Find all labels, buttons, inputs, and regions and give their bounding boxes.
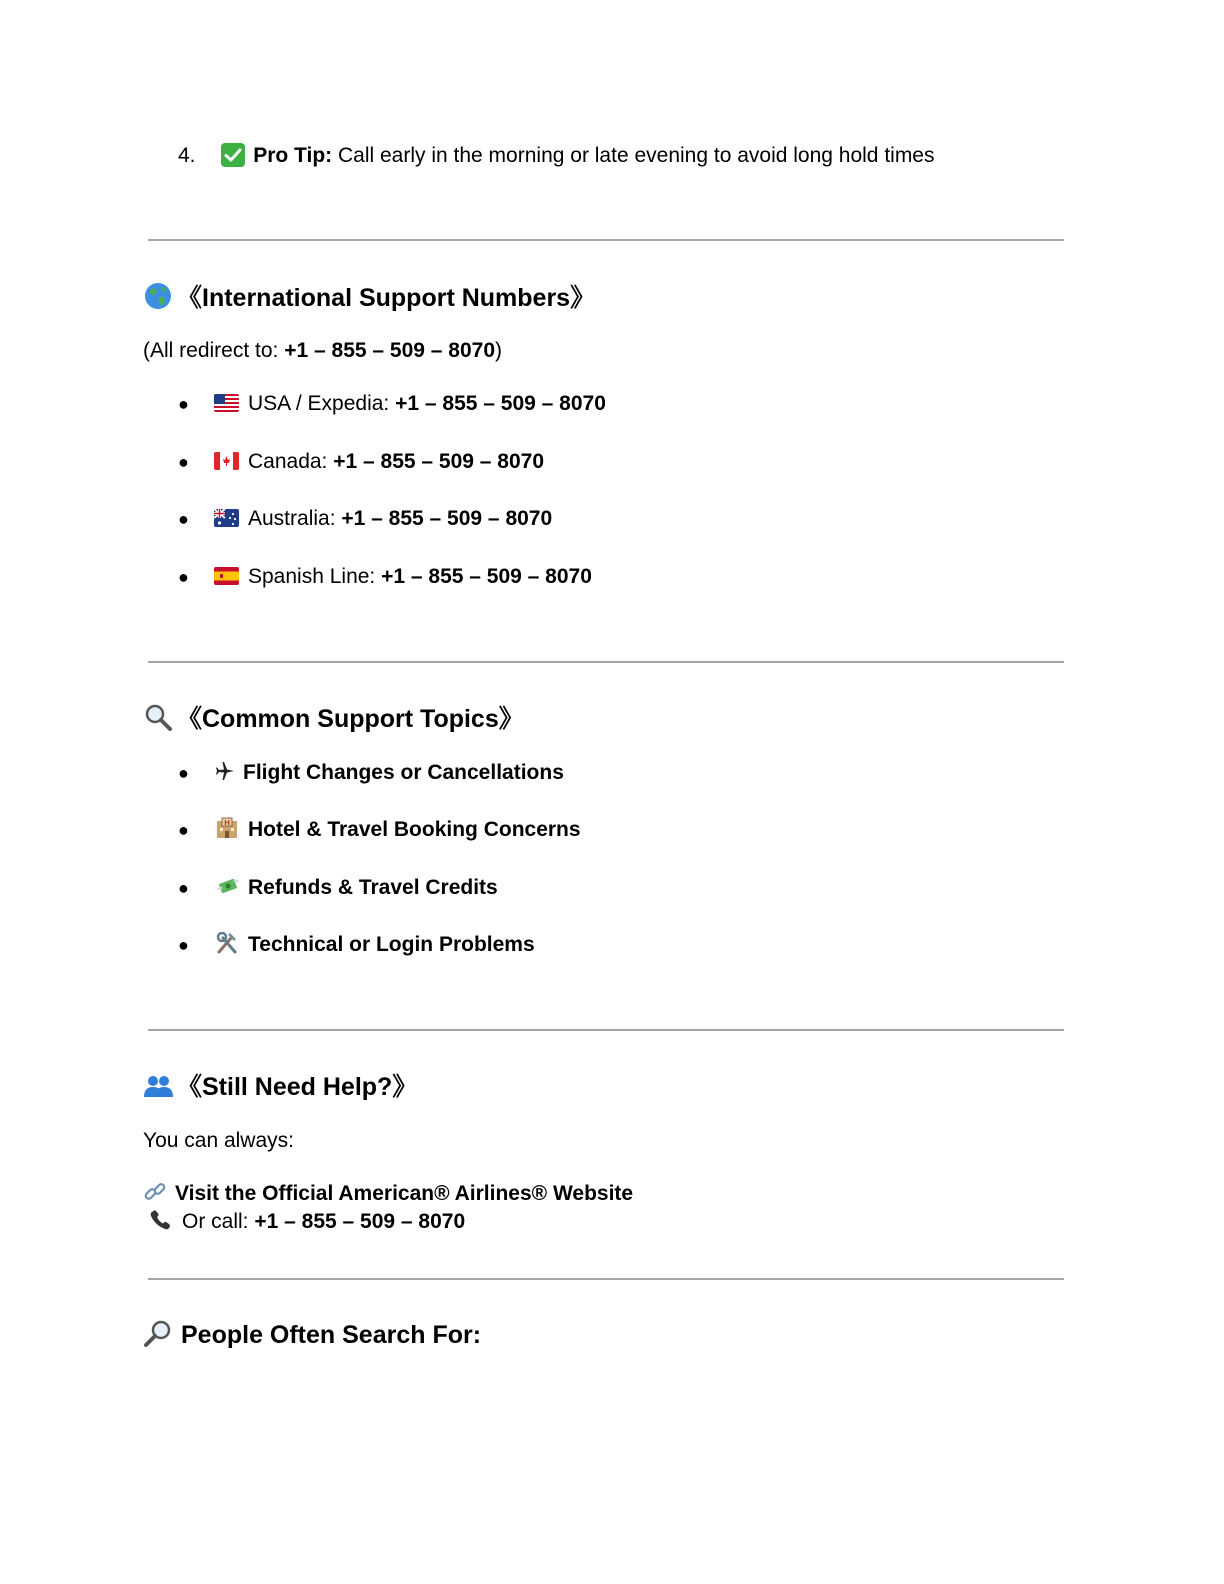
redirect-number: +1 – 855 – 509 – 8070 [284,339,495,362]
official-website-link-text[interactable]: Visit the Official American® Airlines® Website [175,1182,634,1205]
bullet-marker: ● [178,935,189,955]
search-heading [143,1318,481,1350]
topics-heading-text: 《Common Support Topics》 [177,705,524,733]
bullet-marker: ● [178,509,189,529]
call-line [148,1209,465,1235]
check-mark-icon [221,143,245,167]
list-item [214,564,592,590]
tools-icon [214,932,240,954]
pro-tip-label: Pro Tip: [253,144,333,167]
list-item-label: Spanish Line: [248,565,382,588]
topic-label: Hotel & Travel Booking Concerns [248,818,581,841]
call-prefix: Or call: [182,1210,255,1233]
list-item [214,391,606,417]
telephone-icon [148,1209,174,1231]
airplane-icon [214,760,236,782]
divider [148,661,1064,663]
spain-flag-icon [214,567,239,585]
list-item [214,932,535,958]
topic-label: Flight Changes or Cancellations [243,761,564,784]
phone-number: +1 – 855 – 509 – 8070 [341,507,553,530]
bullet-marker: ● [178,567,189,587]
magnifier-right-icon [143,1318,173,1348]
divider [148,239,1064,241]
help-heading-text: 《Still Need Help?》 [177,1073,418,1101]
bullet-marker: ● [178,452,189,472]
call-number: +1 – 855 – 509 – 8070 [254,1210,466,1233]
bullet-marker: ● [178,394,189,414]
topics-heading [143,702,524,734]
help-intro: You can always: [143,1129,294,1152]
globe-icon [143,281,173,311]
us-flag-icon [214,394,239,412]
redirect-suffix: ) [495,339,502,362]
pro-tip-text: Call early in the morning or late evening to avoid long hold times [332,144,935,167]
list-item [214,506,552,532]
list-item [214,760,564,786]
help-heading [143,1070,417,1102]
list-item [214,817,581,843]
list-number: 4. [178,144,196,167]
search-heading-text: People Often Search For: [181,1321,482,1349]
phone-number: +1 – 855 – 509 – 8070 [395,392,606,415]
list-item-label: Australia: [248,507,342,530]
divider [148,1278,1064,1280]
list-item-label: Canada: [248,450,334,473]
hotel-icon [214,817,240,839]
international-heading [143,281,595,313]
canada-flag-icon [214,452,239,470]
money-wings-icon [214,875,240,897]
international-heading-text: 《International Support Numbers》 [177,284,596,312]
link-icon [143,1181,167,1203]
redirect-note [143,338,502,364]
australia-flag-icon [214,509,239,527]
phone-number: +1 – 855 – 509 – 8070 [381,565,592,588]
bullet-marker: ● [178,878,189,898]
pro-tip-item [178,143,935,169]
people-icon [143,1070,173,1100]
redirect-prefix: (All redirect to: [143,339,285,362]
topic-label: Refunds & Travel Credits [248,876,498,899]
list-item [214,875,498,901]
official-website-link[interactable] [143,1181,633,1207]
divider [148,1029,1064,1031]
magnifier-icon [143,702,173,732]
svg-text:H: H [224,819,230,827]
list-item [214,449,544,475]
list-item-label: USA / Expedia: [248,392,396,415]
bullet-marker: ● [178,763,189,783]
phone-number: +1 – 855 – 509 – 8070 [333,450,545,473]
topic-label: Technical or Login Problems [248,933,535,956]
bullet-marker: ● [178,820,189,840]
